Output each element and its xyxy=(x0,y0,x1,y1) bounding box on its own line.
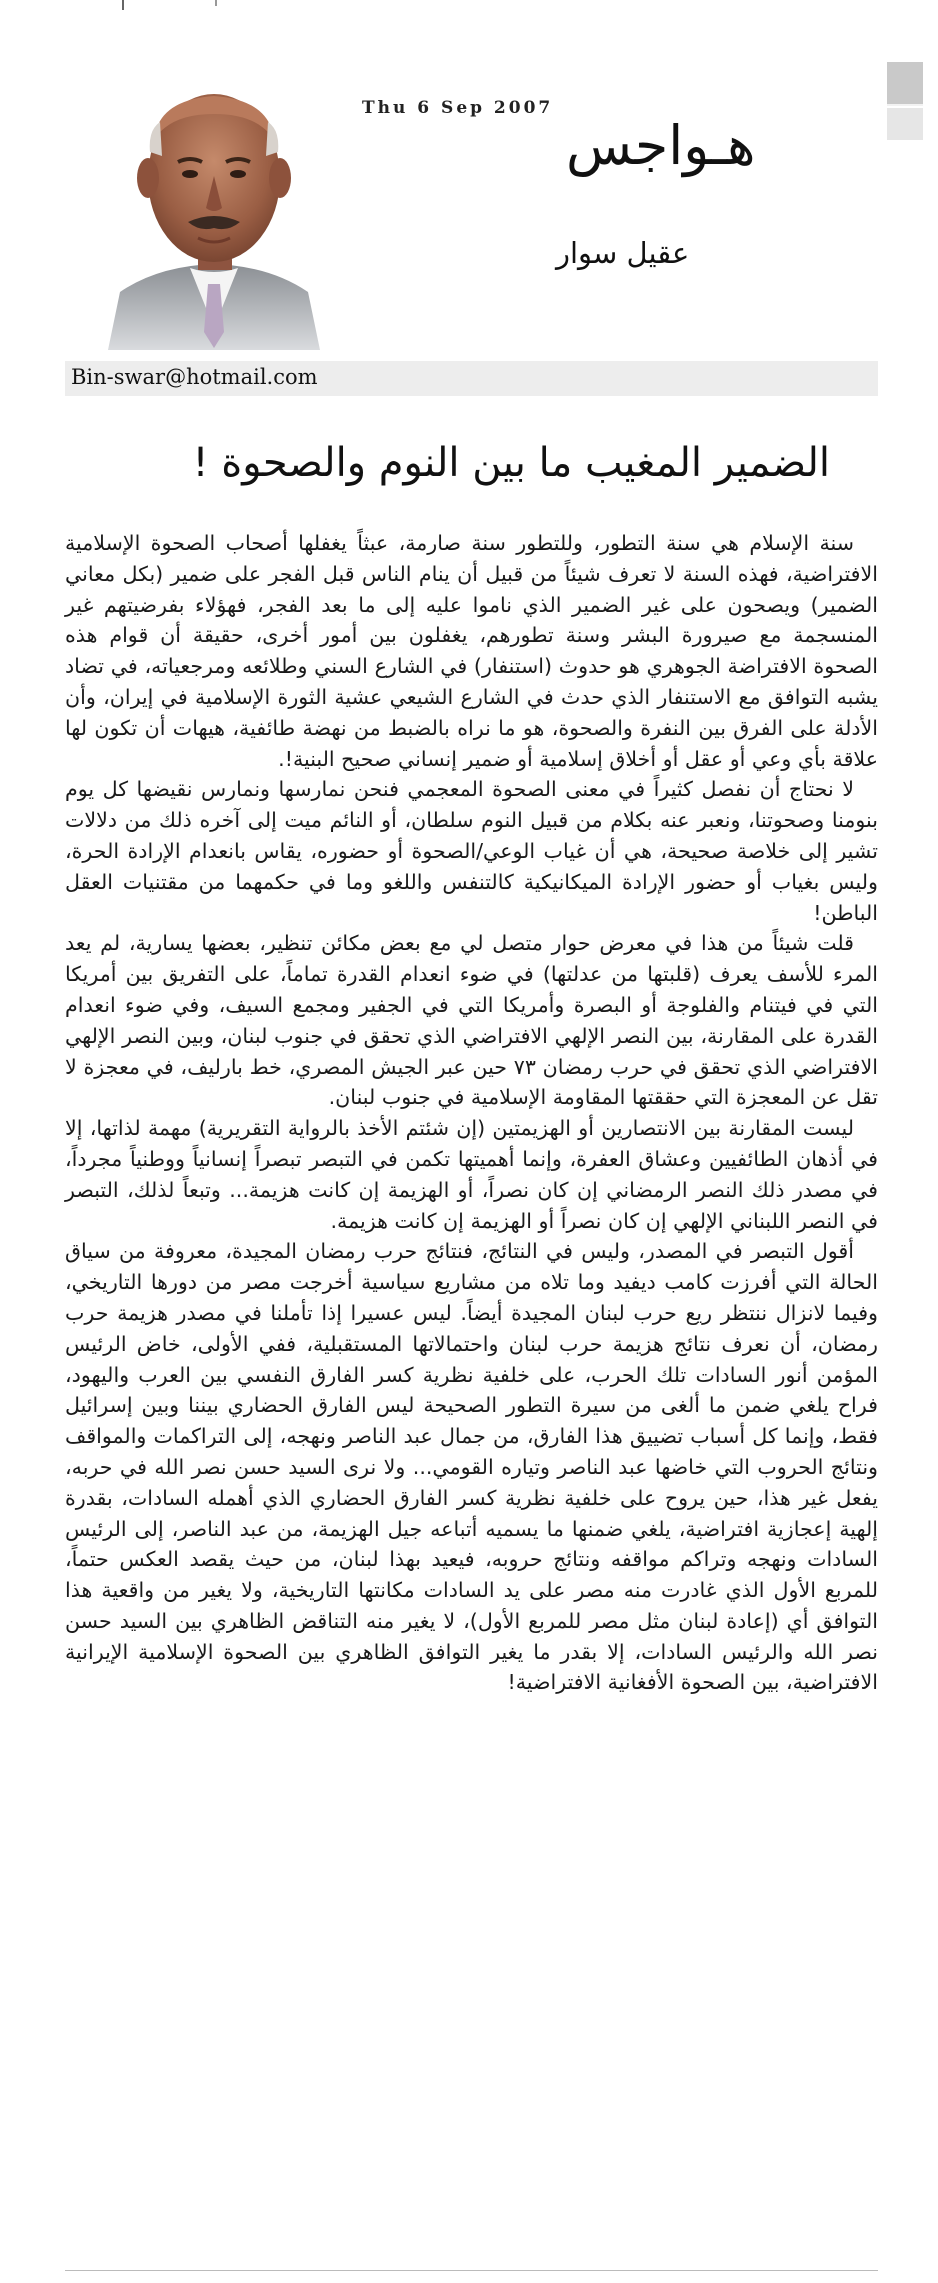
author-email-link[interactable]: Bin-swar@hotmail.com xyxy=(71,365,318,389)
article-body xyxy=(65,528,878,1698)
bottom-divider xyxy=(65,2270,878,2271)
article-paragraph: سنة الإسلام هي سنة التطور، وللتطور سنة صارمة، عبثاً يغفلها أصحاب الصحوة الإسلامية الافتراضية، فهذه السنة لا تعرف شيئاً من قبيل أن ينام الناس قبل الفجر على ضمير (بكل معاني الضمير) ويصحون على غير الضمير الذي ناموا عليه إلى ما بعد الفجر، فهؤلاء بفرضيتهم غير المنسجمة مع صيرورة البشر وسنة تطورهم، يغفلون بين أمور أخرى، حقيقة أن قوام هذه الصحوة الافتراضة الجوهري هو حدوث (استنفار) في الشارع السني وطلائعه ومرجعياته، في تضاد يشبه التوافق مع الاستنفار الذي حدث في الشارع الشيعي عشية الثورة الإسلامية في إيران، وأن الأدلة على الفرق بين النفرة والصحوة، هو ما نراه بالضبط من نهضة طائفية، هيهات أن تكون لها علاقة بأي وعي أو عقل أو أخلاق إسلامية أو ضمير إنساني صحيح البنية!. xyxy=(65,531,878,771)
article-paragraph: قلت شيئاً من هذا في معرض حوار متصل لي مع بعض مكائن تنظير، بعضها يسارية، لم يعد المرء للأسف يعرف (قلبتها من عدلتها) في ضوء انعدام القدرة تماماً، على التفريق بين أمريكا التي في فيتنام والفلوجة أو البصرة وأمريكا التي في الجفير ومجمع السيف، وفي ضوء انعدام القدرة على المقارنة، بين النصر الإلهي الافتراضي الذي تحقق في جنوب لبنان، وبين النصر الإلهي الافتراضي الذي تحقق في حرب رمضان ٧٣ حين عبر الجيش المصري، خط بارليف، في معجزة لا تقل عن المعجزة التي حققتها المقاومة الإسلامية في جنوب لبنان. xyxy=(65,931,878,1110)
article-paragraph: لا نحتاج أن نفصل كثيراً في معنى الصحوة المعجمي فنحن نمارسها ونمارس نقيضها كل يوم بنومنا وصحوتنا، ونعبر عنه بكلام من قبيل النوم سلطان، أو النائم ميت إلى آخره ذلك من دلالات تشير إلى خلاصة صحيحة، هي أن غياب الوعي/الصحوة أو حضوره، يقاس بانعدام الإرادة الحرة، وليس بغياب أو حضور الإرادة الميكانيكية كالتنفس واللغو وما في حكمهما من مقتنيات العقل الباطن! xyxy=(65,777,878,925)
article-paragraph: ليست المقارنة بين الانتصارين أو الهزيمتين (إن شئتم الأخذ بالرواية التقريرية) مهمة لذاتها، إلا في أذهان الطائفيين وعشاق العفرة، وإنما أهميتها تكمن في التبصر تبصراً إنسانياً ووطنياً مجرداً، في مصدر ذلك النصر الرمضاني إن كان نصراً، أو الهزيمة إن كانت هزيمة... وتبعاً لذلك، التبصر في النصر اللبناني الإلهي إن كان نصراً أو الهزيمة إن كانت هزيمة. xyxy=(65,1116,878,1233)
column-title: هـواجس xyxy=(566,114,756,177)
scrollbar-thumb[interactable] xyxy=(887,62,923,104)
issue-date: Thu 6 Sep 2007 xyxy=(362,98,554,118)
article-headline: الضمير المغيب ما بين النوم والصحوة ! xyxy=(192,440,830,486)
author-portrait xyxy=(98,70,330,350)
article-paragraph: أقول التبصر في المصدر، وليس في النتائج، فنتائج حرب رمضان المجيدة، معروفة من سياق الحالة التي أفرزت كامب ديفيد وما تلاه من مشاريع سياسية أخرجت مصر من دورها التاريخي، وفيما لانزال ننتظر ريع حرب لبنان المجيدة أيضاً. ليس عسيرا إذا تأملنا في مصدر هزيمة حرب رمضان، أن نعرف نتائج هزيمة حرب لبنان واحتمالاتها المستقبلية، ففي الأولى، خاض الرئيس المؤمن أنور السادات تلك الحرب، على خلفية نظرية كسر الفارق النفسي بين العرب واليهود، فراح يلغي ضمن ما ألغى من سيرة التطور الصحيحة ليس الفارق الحضاري بيننا وبين إسرائيل فقط، وإنما كل أسباب تضييق هذا الفارق، من جمال عبد الناصر ونهجه، إلى التراكمات والمواقف ونتائج الحروب التي خاضها عبد الناصر وتياره القومي... ولا نرى السيد حسن نصر الله في حربه، يفعل غير هذا، حين يروح على خلفية نظرية كسر الفارق الحضاري الذي أهمله السادات، بقدرة إلهية إعجازية افتراضية، يلغي ضمنها ما يسميه أتباعه جيل الهزيمة، من عبد الناصر، إلى الرئيس السادات ونهجه وتراكم مواقفه ونتائج حروبه، فيعيد بهذا لبنان، من حيث يقصد العكس حتماً، للمربع الأول الذي غادرت منه مصر على يد السادات مكانتها التاريخية، ولا يغير من واقعية هذا التوافق أي (إعادة لبنان مثل مصر للمربع الأول)، لا يغير منه التناقض الظاهري بين السيد حسن نصر الله والرئيس السادات، إلا بقدر ما يغير التوافق الظاهري بين الصحوة الإسلامية الإيرانية الافتراضية، بين الصحوة الأفغانية الافتراضية! xyxy=(65,1239,878,1695)
author-name: عقيل سوار xyxy=(556,236,690,270)
top-divider-right xyxy=(215,0,217,6)
top-divider-left xyxy=(122,0,124,10)
scrollbar-lower-block[interactable] xyxy=(887,106,923,140)
